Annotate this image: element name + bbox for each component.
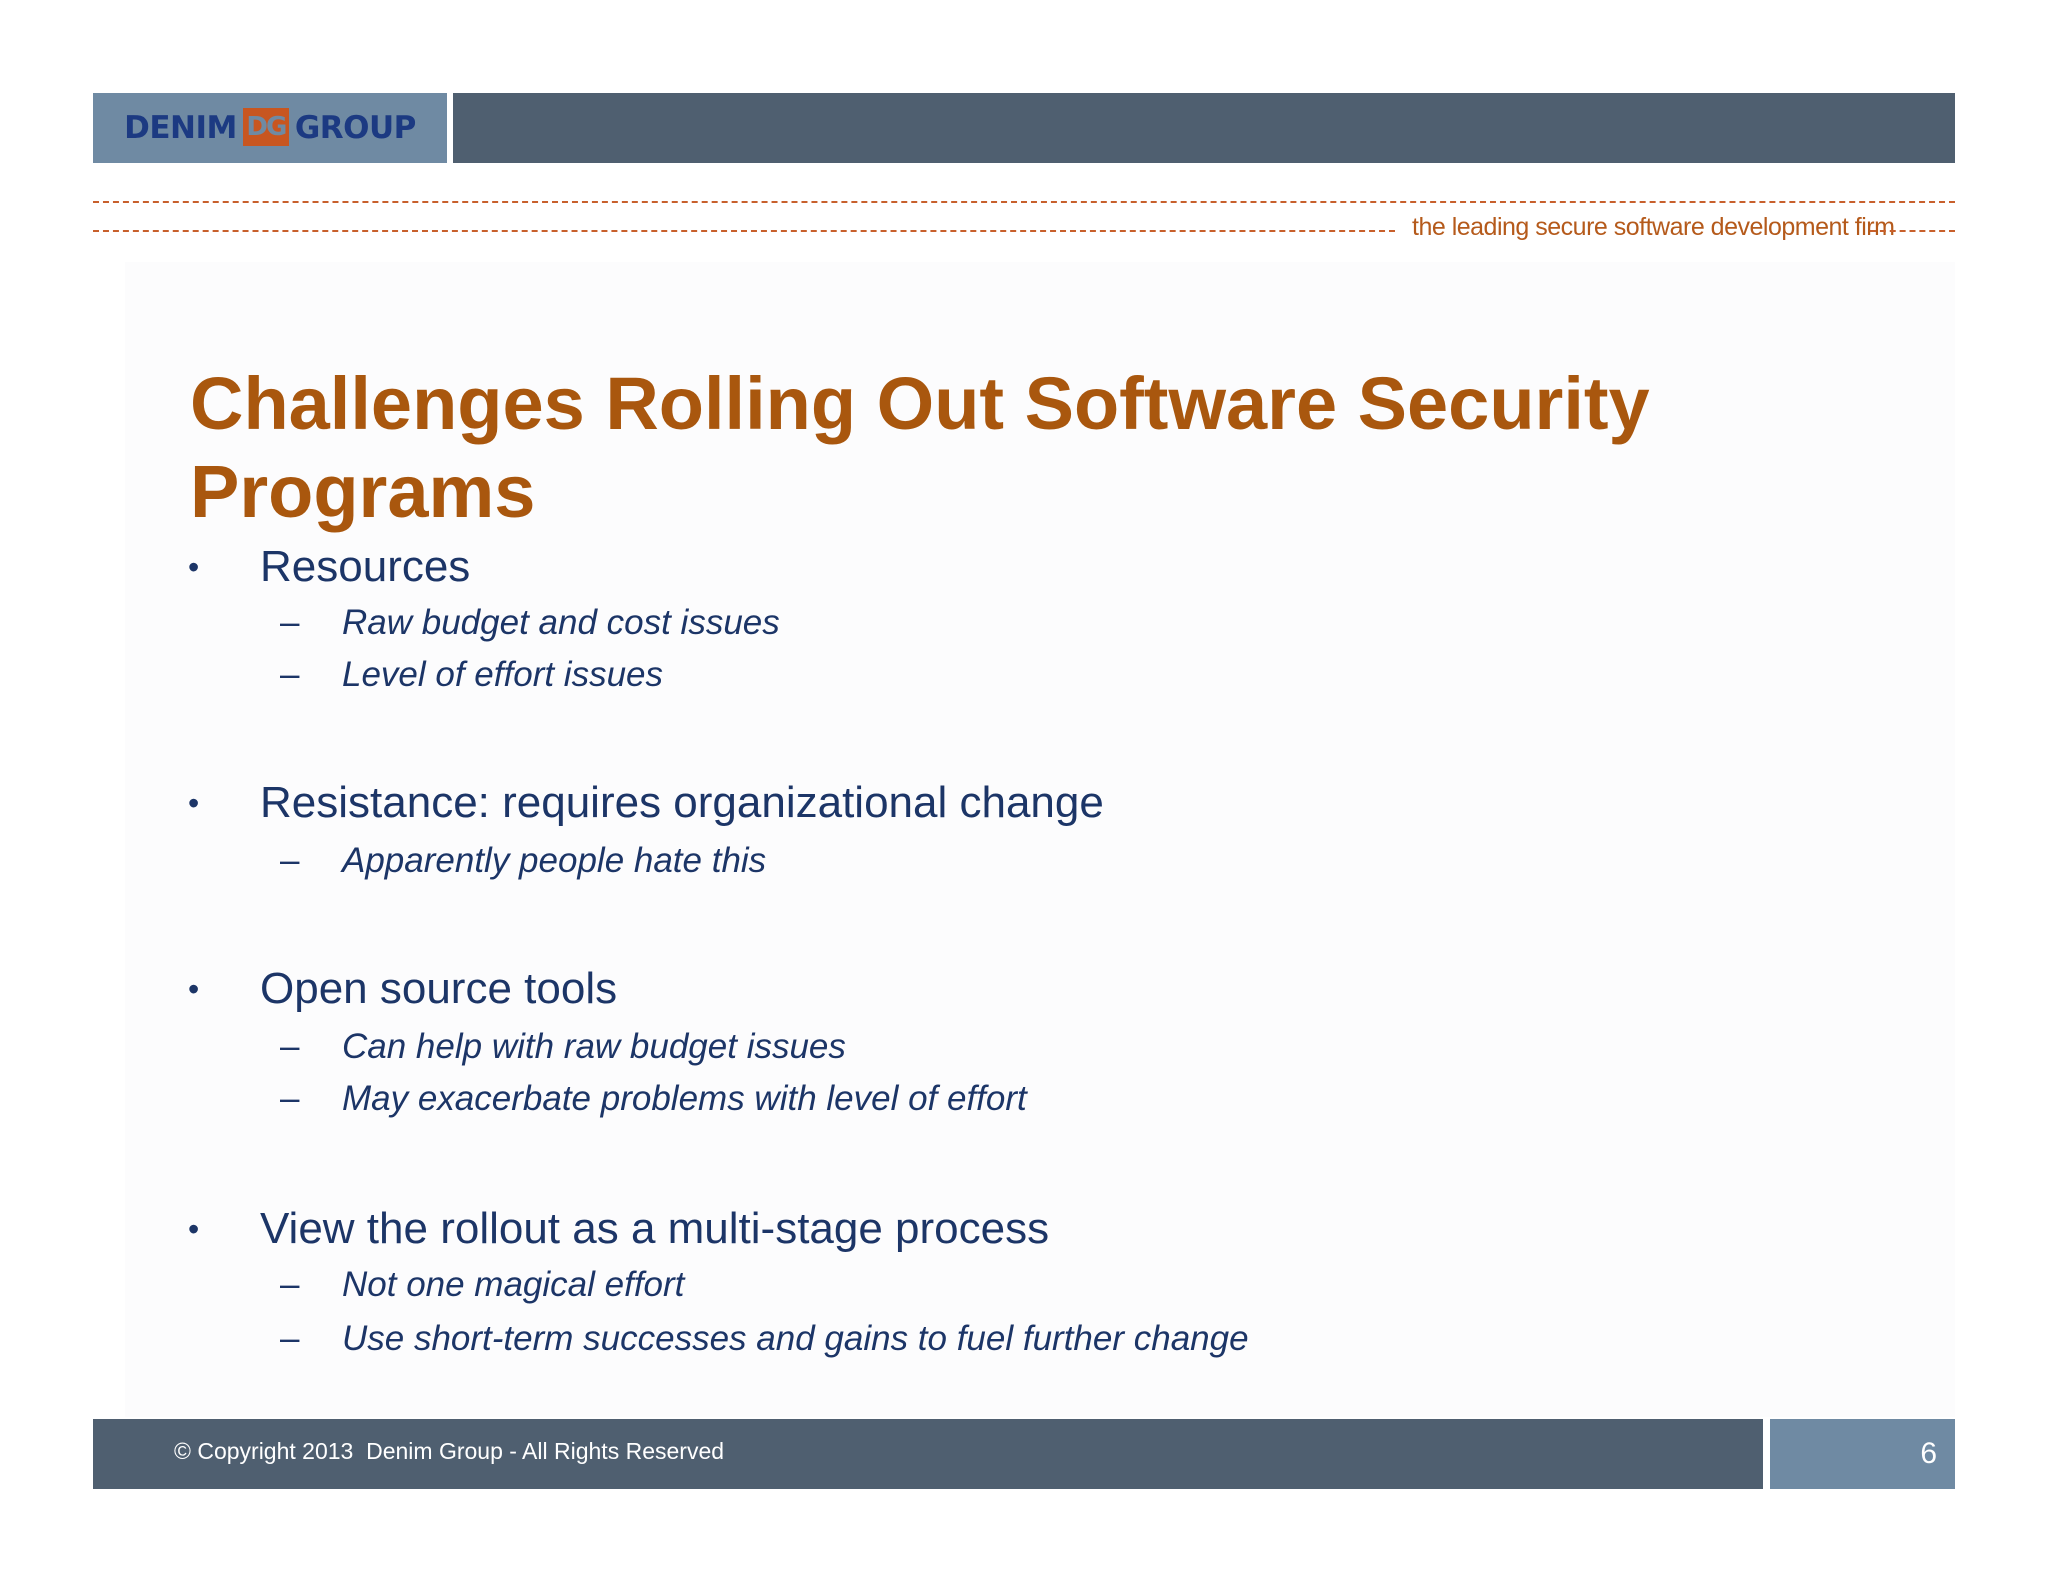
sub-bullet-text: Can help with raw budget issues xyxy=(342,1027,846,1066)
logo-word-left: DENIM xyxy=(124,110,237,146)
sub-bullet-dash-icon: – xyxy=(280,1319,300,1358)
sub-bullet-dash-icon: – xyxy=(280,1027,300,1066)
sub-bullet-text: Level of effort issues xyxy=(342,655,663,694)
dashed-divider-bottom-left xyxy=(93,230,1395,232)
logo-mark-icon: DG xyxy=(243,108,289,146)
bullet-dot-icon: • xyxy=(188,971,200,1007)
bullet-text: Open source tools xyxy=(260,964,618,1013)
sub-bullet-text: Use short-term successes and gains to fuel further change xyxy=(342,1319,1249,1358)
dashed-divider-top xyxy=(93,201,1955,203)
bullet-text: Resistance: requires organizational change xyxy=(260,778,1104,827)
page-number-box xyxy=(1770,1419,1955,1489)
sub-bullet-dash-icon: – xyxy=(280,1079,300,1118)
slide-title: Challenges Rolling Out Software Security Programs xyxy=(190,362,1650,533)
bullet-dot-icon: • xyxy=(188,785,200,821)
sub-bullet-text: May exacerbate problems with level of effort xyxy=(342,1079,1027,1118)
sub-bullet-text: Raw budget and cost issues xyxy=(342,603,780,642)
sub-bullet-dash-icon: – xyxy=(280,603,300,642)
sub-bullet-text: Not one magical effort xyxy=(342,1265,685,1304)
sub-bullet-dash-icon: – xyxy=(280,655,300,694)
logo-word-right: GROUP xyxy=(294,110,416,146)
bullet-dot-icon: • xyxy=(188,1211,200,1247)
denim-group-logo xyxy=(93,93,447,163)
bullet-dot-icon: • xyxy=(188,549,200,585)
dashed-divider-bottom-right xyxy=(1870,230,1955,232)
footer-copyright: © Copyright 2013 Denim Group - All Rights Reserved xyxy=(174,1438,725,1464)
header-bar xyxy=(453,93,1955,163)
sub-bullet-text: Apparently people hate this xyxy=(342,841,767,880)
sub-bullet-dash-icon: – xyxy=(280,841,300,880)
page-number: 6 xyxy=(1920,1437,1937,1470)
bullet-text: View the rollout as a multi-stage process xyxy=(260,1204,1050,1253)
sub-bullet-dash-icon: – xyxy=(280,1265,300,1304)
tagline: the leading secure software development firm xyxy=(1412,213,1895,241)
bullet-text: Resources xyxy=(260,542,471,591)
